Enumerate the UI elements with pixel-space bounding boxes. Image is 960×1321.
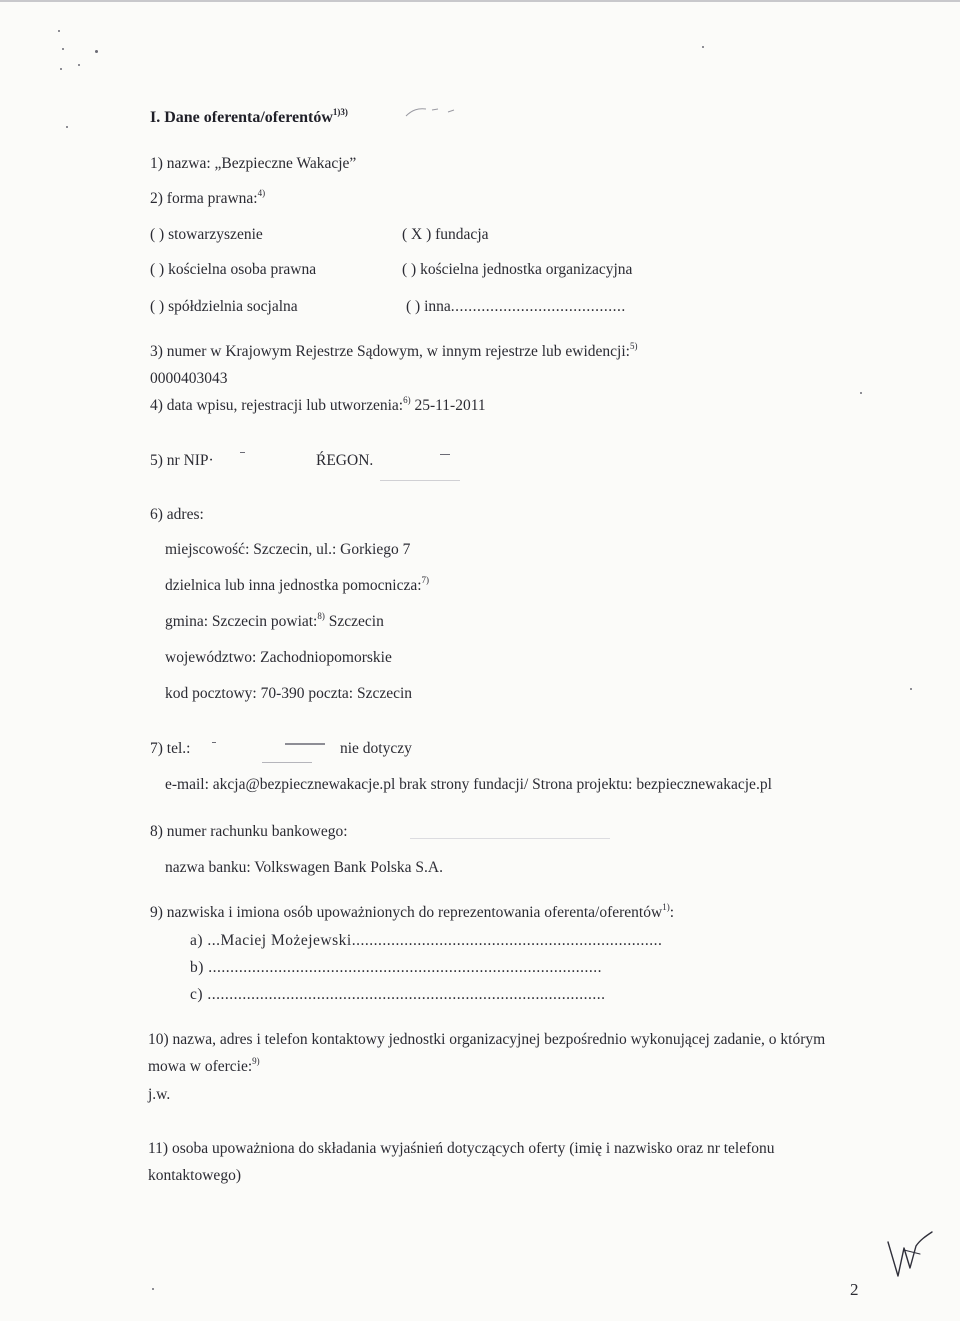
- option-fundacja: ( X ) fundacja: [402, 226, 489, 243]
- handwritten-initials: [880, 1228, 940, 1284]
- option-stowarzyszenie: ( ) stowarzyszenie: [150, 226, 263, 243]
- fax-value: nie dotyczy: [340, 740, 412, 757]
- address-district: dzielnica lub inna jednostka pomocnicza:$^{7)}$: [165, 575, 430, 594]
- krs-value: 0000403043: [150, 370, 228, 387]
- scan-speck: [58, 30, 60, 32]
- redaction-mark: [262, 762, 312, 763]
- scan-speck: [60, 68, 62, 70]
- scan-speck: [78, 64, 80, 66]
- address-voivodeship: województwo: Zachodniopomorskie: [165, 649, 392, 666]
- scan-speck: [152, 1288, 154, 1290]
- unit-contact-line1: 10) nazwa, adres i telefon kontaktowy jednostki organizacyjnej bezpośrednio wykonującej zadanie, o którym: [148, 1031, 826, 1048]
- option-koscielna-jednostka: ( ) kościelna jednostka organizacyjna: [402, 261, 633, 278]
- scan-speck: [62, 48, 64, 50]
- inna-dots: ........................................: [450, 298, 626, 315]
- page-number: 2: [850, 1280, 859, 1299]
- redaction-mark: [440, 454, 450, 455]
- redaction-mark: [240, 452, 245, 453]
- email-website: e-mail: akcja@bezpiecznewakacje.pl brak strony fundacji/ Strona projektu: bezpiecznewakacje.pl: [165, 776, 772, 793]
- redaction-mark: [410, 838, 610, 839]
- representative-c: c) ...........................................................................................: [190, 986, 606, 1003]
- section-heading: I. Dane oferenta/oferentów$^{1)3)}$: [150, 107, 348, 126]
- bank-account-label: 8) numer rachunku bankowego:: [150, 823, 348, 840]
- representatives-label: 9) nazwiska i imiona osób upoważnionych do reprezentowania oferenta/oferentów$^{1)}$:: [150, 902, 674, 921]
- redaction-mark: [285, 743, 325, 745]
- krs-label: 3) numer w Krajowym Rejestrze Sądowym, w innym rejestrze lub ewidencji:$^{5)}$: [150, 341, 638, 360]
- scan-speck: [910, 688, 912, 690]
- representative-a: a) ...Maciej Możejewski.......................................................................: [190, 932, 663, 949]
- unit-contact-value: j.w.: [148, 1086, 171, 1103]
- unit-contact-line2: mowa w ofercie:$^{9)}$: [148, 1056, 260, 1075]
- scan-top-edge: [0, 0, 960, 2]
- pencil-mark: [402, 100, 462, 122]
- scan-speck: [66, 126, 68, 128]
- phone-label: 7) tel.:: [150, 740, 191, 757]
- legal-form-label: 2) forma prawna:$^{4)}$: [150, 188, 266, 207]
- address-municipality: gmina: Szczecin powiat:$^{8)}$ Szczecin: [165, 611, 384, 630]
- bank-name: nazwa banku: Volkswagen Bank Polska S.A.: [165, 859, 443, 876]
- option-spoldzielnia: ( ) spółdzielnia socjalna: [150, 298, 298, 315]
- address-city-street: miejscowość: Szczecin, ul.: Gorkiego 7: [165, 541, 411, 558]
- scan-speck: [860, 392, 862, 394]
- contact-person-line1: 11) osoba upoważniona do składania wyjaśnień dotyczących oferty (imię i nazwisko oraz nr telefonu: [148, 1140, 775, 1157]
- option-koscielna-osoba: ( ) kościelna osoba prawna: [150, 261, 317, 278]
- address-postal: kod pocztowy: 70-390 poczta: Szczecin: [165, 685, 413, 702]
- nip-label: 5) nr NIP·: [150, 452, 214, 469]
- scan-speck: [702, 46, 704, 48]
- registration-date: 4) data wpisu, rejestracji lub utworzenia:$^{6)}$ 25-11-2011: [150, 395, 486, 414]
- representative-b: b) ..........................................................................................: [190, 959, 603, 976]
- redaction-mark: [212, 742, 216, 743]
- scan-speck: [95, 50, 98, 53]
- name-field: 1) nazwa: „Bezpieczne Wakacje”: [150, 155, 357, 172]
- address-label: 6) adres:: [150, 506, 204, 523]
- regon-label: ŔEGON.: [316, 452, 374, 469]
- contact-person-line2: kontaktowego): [148, 1167, 241, 1184]
- redaction-mark: [380, 480, 460, 481]
- option-inna: ( ) inna........................................: [406, 298, 626, 315]
